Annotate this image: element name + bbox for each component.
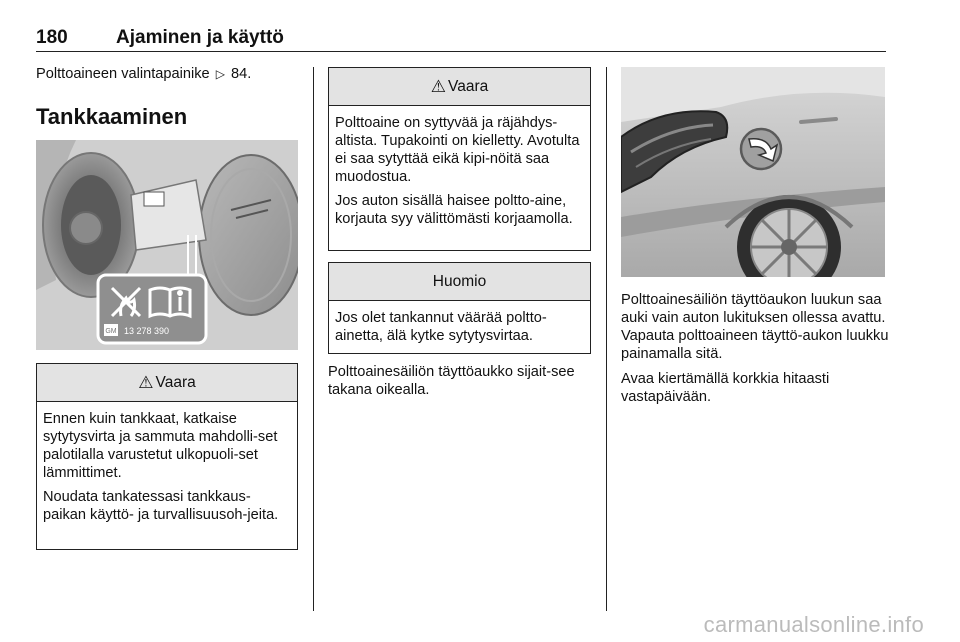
page-reference [36, 65, 306, 83]
danger-box-middle-body [329, 106, 590, 234]
right-paragraph-1: Polttoainesäiliön täyttöaukon luukun saa auki vain auton lukituksen ollessa avattu. Vapauta polttoaineen täyttö-aukon luukku painamalla sitä. [621, 292, 889, 362]
figure-label-brand: GM [105, 328, 117, 335]
danger-middle-paragraph-2: Jos auton sisällä haisee poltto-aine, korjauta syy välittömästi korjaamolla. [335, 193, 573, 227]
column-divider-1 [313, 67, 314, 611]
danger-left-paragraph-1: Ennen kuin tankkaat, katkaise sytytysvirta ja sammuta mahdolli-set palotilalla varustetut ulkopuoli-set lämmittimet. [43, 411, 278, 481]
page-header [36, 26, 886, 52]
car-rear-figure [621, 67, 885, 277]
notice-paragraph-1: Jos olet tankannut väärää poltto-ainetta, älä kytke sytytysvirtaa. [335, 310, 547, 344]
watermark: carmanualsonline.info [703, 612, 924, 637]
warning-triangle-icon: ⚠ [430, 76, 447, 96]
page-reference-text: Polttoaineen valintapainike [36, 66, 210, 82]
notice-box [328, 262, 591, 354]
notice-box-header [329, 263, 590, 301]
page-reference-arrow-icon: ▷ [215, 67, 225, 81]
notice-box-title: Huomio [432, 272, 487, 290]
danger-middle-paragraph-1: Polttoaine on syttyvää ja räjähdys-altista. Tupakointi on kielletty. Avotulta ei saa sytyttää eikä kipi-nöitä saa muodostua. [335, 115, 580, 185]
section-heading: Tankkaaminen [36, 104, 188, 129]
fuel-flap-illustration [36, 140, 298, 350]
danger-box-middle [328, 67, 591, 251]
warning-triangle-icon: ⚠ [138, 372, 154, 392]
danger-left-paragraph-2: Noudata tankatessasi tankkaus-paikan käyttö- ja turvallisuusoh-jeita. [43, 489, 279, 523]
danger-box-middle-title: Vaara [448, 77, 489, 95]
page-number: 180 [36, 27, 68, 48]
fuel-flap-figure [36, 140, 298, 350]
figure-label-number: 13 278 390 [124, 326, 170, 336]
page-reference-number[interactable]: 84. [231, 66, 252, 82]
car-rear-illustration [621, 67, 885, 277]
fuel-flap-door [199, 155, 298, 315]
filler-location-text: Polttoainesäiliön täyttöaukko sijait-see takana oikealla. [328, 364, 575, 398]
right-paragraph-2: Avaa kiertämällä korkkia hitaasti vastapäivään. [621, 371, 830, 405]
page-title: Ajaminen ja käyttö [116, 27, 284, 48]
danger-box-left-body [37, 402, 297, 530]
danger-box-left-header [37, 364, 297, 402]
danger-box-middle-header [329, 68, 590, 106]
column-divider-2 [606, 67, 607, 611]
danger-box-left-title: Vaara [155, 373, 196, 391]
danger-box-left [36, 363, 298, 550]
notice-box-body [329, 301, 590, 351]
